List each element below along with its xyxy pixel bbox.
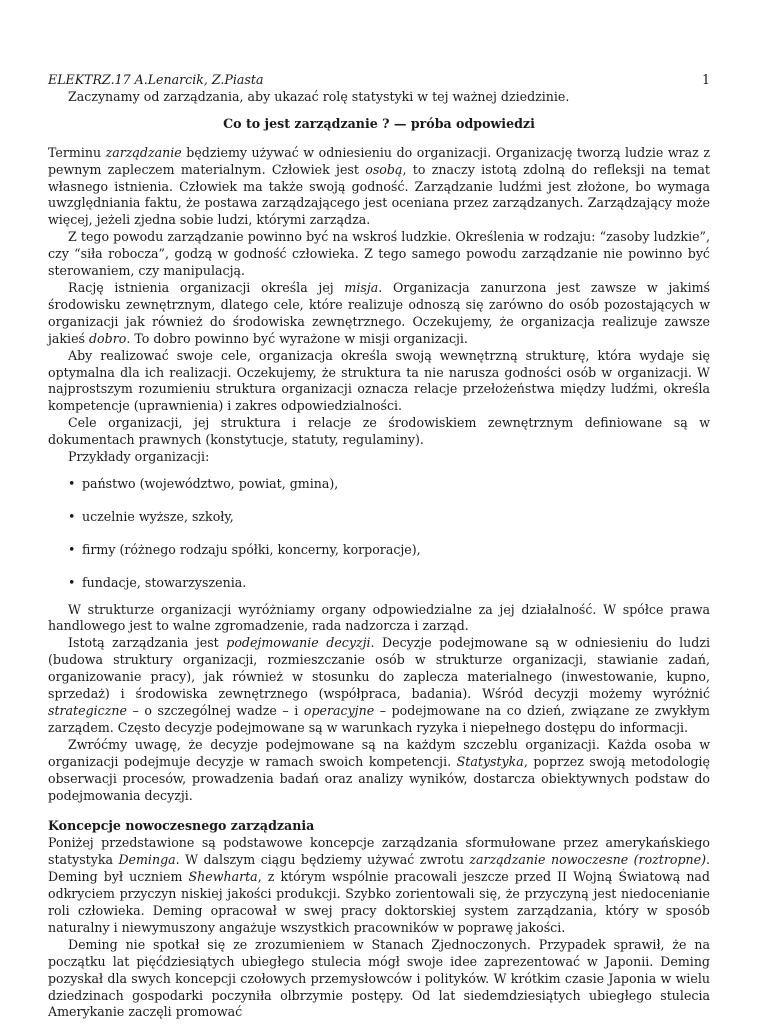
emphasis: Shewharta [188,869,258,885]
subsection-title: Koncepcje nowoczesnego zarządzania [48,818,315,834]
emphasis: misja [344,279,379,295]
bullet-icon: • [68,574,76,590]
paragraph: Z tego powodu zarządzanie powinno być na wskroś ludzkie. Określenia w rodzaju: “zasoby ludzkie”, czy “siła robocza”, godzą w godność człowieka. Z tego samego powodu zarządzanie nie powinno być sterowaniem, czy manipulacją. [48,229,710,279]
intro-paragraph: Zaczynamy od zarządzania, aby ukazać rolę statystyki w tej ważnej dziedzinie. [68,88,570,104]
emphasis: podejmowanie decyzji [226,635,371,651]
paragraph: Istotą zarządzania jest podejmowanie decyzji. Decyzje podejmowane są w odniesieniu do ludzi (budowa struktury organizacji, rozmieszczanie osób w strukturze organizacji, stawianie zadań, organizowanie pracy), jak również w stosunku do zaplecza materialnego (inwestowanie, kupno, sprzedaż) i środowiska zewnętrznego (współpraca, badania). Wśród decyzji możemy wyróżnić strategiczne – o szczególnej wadze – i operacyjne – podejmowane na co dzień, związane ze zwykłym zarządem. Często decyzje podejmowane są w warunkach ryzyka i niepełnego dostępu do informacji. [48,635,710,735]
paragraph: Aby realizować swoje cele, organizacja określa swoją wewnętrzną strukturę, która wydaje się optymalna dla ich realizacji. Oczekujemy, że struktura ta nie narusza godności osób w organizacji. W najprostszym rozumieniu struktura organizacji oznacza relacje przełożeństwa między ludźmi, określa kompetencje (uprawnienia) i zakres odpowiedzialności. [48,347,710,414]
emphasis: dobro [89,330,127,346]
emphasis: zarządzanie [105,144,182,160]
bullet-icon: • [68,475,76,491]
bullet-icon: • [68,508,76,524]
emphasis: strategiczne [48,703,127,718]
paragraph: Deming nie spotkał się ze zrozumieniem w Stanach Zjednoczonych. Przypadek sprawił, że na początku lat pięćdziesiątych ubiegłego stulecia mógł swoje idee zaprezentować w Japonii. Deming pozyskał dla swych koncepcji czołowych przemysłowców i polityków. W krótkim czasie Japonia w wielu dziedzinach gospodarki poczyniła olbrzymie postępy. Od lat siedemdziesiątych ubiegłego stulecia Amerykanie zaczęli promować [48,936,710,1020]
paragraph: Zwróćmy uwagę, że decyzje podejmowane są na każdym szczeblu organizacji. Każda osoba w organizacji podejmuje decyzje w ramach swoich kompetencji. Statystyka, poprzez swoją metodologię obserwacji procesów, prowadzenia badań oraz analizy wyników, dostarcza obiektywnych podstaw do podejmowania decyzji. [48,736,710,803]
section-title: Co to jest zarządzanie ? — próba odpowiedzi [223,115,535,131]
list-item: • uczelnie wyższe, szkoły, [68,508,234,524]
paragraph: Poniżej przedstawione są podstawowe koncepcje zarządzania sformułowane przez amerykańskiego statystyka Deminga. W dalszym ciągu będziemy używać zwrotu zarządzanie nowoczesne (roztropne). Deming był uczniem Shewharta, z którym wspólnie pracowali jeszcze przed II Wojną Światową nad odkryciem przyczyn niskiej jakości produkcji. Szybko zorientowali się, że przyczyną jest niedocenianie roli człowieka. Deming opracował w swej pracy doktorskiej system zarządzania, który w sposób naturalny i niewymuszony angażuje wszystkich pracowników w poprawę jakości. [48,835,711,935]
list-item: • fundacje, stowarzyszenia. [68,574,247,590]
page-header [48,72,710,89]
paragraph: Cele organizacji, jej struktura i relacje ze środowiskiem zewnętrznym definiowane są w dokumentach prawnych (konstytucje, statuty, regulaminy). [48,415,710,448]
bullet-icon: • [68,541,76,557]
emphasis: operacyjne [303,703,375,718]
paragraph: W strukturze organizacji wyróżniamy organy odpowiedzialne za jej działalność. W spółce prawa handlowego jest to walne zgromadzenie, rada nadzorcza i zarząd. [48,601,710,634]
paragraph: Terminu zarządzanie będziemy używać w odniesieniu do organizacji. Organizację tworzą ludzie wraz z pewnym zapleczem materialnym. Człowiek jest osobą, to znaczy istotą zdolną do refleksji na temat własnego istnienia. Człowiek ma także swoją godność. Zarządzanie ludźmi jest złożone, bo wymaga uwzględniania faktu, że postawa zarządzającego jest oceniana przez zarządzanych. Zarządzający może więcej, jeżeli zjedna sobie ludzi, którymi zarządza. [48,144,710,228]
examples-list [48,476,710,592]
list-item: • państwo (województwo, powiat, gmina), [68,475,339,491]
list-item: • firmy (różnego rodzaju spółki, koncerny, korporacje), [68,541,421,557]
paragraph: Przykłady organizacji: [68,449,210,465]
emphasis: zarządzanie nowoczesne (roztropne) [469,852,706,868]
emphasis: Statystyka [456,753,524,769]
page-number: 1 [701,72,710,87]
emphasis: osobą [365,161,403,177]
emphasis: Deminga [118,852,176,868]
paragraph: Rację istnienia organizacji określa jej misja. Organizacja zanurzona jest zawsze w jakimś środowisku zewnętrznym, dlatego cele, które realizuje odnoszą się zarówno do osób pozostających w organizacji jak również do środowiska zewnętrznego. Oczekujemy, że organizacja realizuje zawsze jakieś dobro. To dobro powinno być wyrażone w misji organizacji. [48,279,710,346]
running-header: ELEKTRZ.17 A.Lenarcik, Z.Piasta [48,72,264,87]
document-page [48,72,710,1021]
